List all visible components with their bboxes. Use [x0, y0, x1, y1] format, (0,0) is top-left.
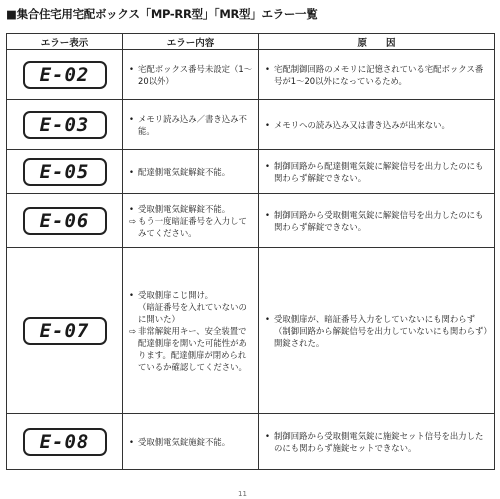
error-content-cell — [123, 194, 259, 248]
error-code-cell — [7, 248, 123, 414]
line-text: メモリ読み込み／書き込み不能。 — [138, 113, 247, 136]
content-line — [129, 203, 254, 215]
bullet-marker: • — [265, 63, 270, 74]
content-line — [129, 436, 254, 448]
content-line — [129, 301, 254, 325]
content-line — [129, 289, 254, 301]
error-table — [6, 33, 495, 470]
bullet-marker: • — [265, 313, 270, 324]
error-code-cell — [7, 150, 123, 194]
table-header-row — [7, 34, 495, 50]
cause-line — [265, 209, 490, 233]
table-row — [7, 414, 495, 470]
cause-line — [265, 430, 490, 454]
error-content-cell — [123, 150, 259, 194]
table-row — [7, 100, 495, 150]
error-content-cell — [123, 50, 259, 100]
error-code-cell — [7, 414, 123, 470]
bullet-marker: • — [129, 166, 134, 177]
line-text: 非常解錠用キー、安全装置で配達側扉を開いた可能性があります。配達側扉が閉められているか確認してください。 — [138, 325, 247, 372]
cause-cell — [259, 150, 495, 194]
line-text: もう一度暗証番号を入力してみてください。 — [138, 215, 247, 238]
error-code-display: E-05 — [23, 158, 107, 186]
header-error-content: エラー内容 — [123, 34, 259, 50]
error-code-cell — [7, 194, 123, 248]
page-title: ■集合住宅用宅配ボックス「MP-RR型」「MR型」エラー一覧 — [6, 7, 318, 21]
bullet-marker: ⇨ — [129, 215, 137, 226]
line-text: 制御回路から受取側電気錠に施錠セット信号を出力したのにも関わらず施錠セットできない。 — [274, 430, 484, 453]
cause-cell — [259, 414, 495, 470]
table-row — [7, 50, 495, 100]
table-row — [7, 150, 495, 194]
bullet-marker: • — [265, 119, 270, 130]
error-code-display: E-06 — [23, 207, 107, 235]
table-row — [7, 248, 495, 414]
bullet-marker: • — [265, 209, 270, 220]
error-code-cell — [7, 100, 123, 150]
header-cause: 原 因 — [259, 34, 495, 50]
bullet-marker: ⇨ — [129, 325, 137, 336]
line-text: 受取側扉が、暗証番号入力をしていないにも関わらず（制御回路から解錠信号を出力していないにも関わらず）開錠された。 — [274, 313, 488, 348]
line-text: 受取側電気錠施錠不能。 — [138, 436, 231, 447]
cause-line — [265, 63, 490, 87]
bullet-marker: • — [265, 430, 270, 441]
header-error-display: エラー表示 — [7, 34, 123, 50]
line-text: 制御回路から配達側電気錠に解錠信号を出力したのにも関わらず解錠できない。 — [274, 160, 484, 183]
error-content-cell — [123, 248, 259, 414]
cause-line — [265, 119, 490, 131]
bullet-marker: • — [129, 203, 134, 214]
error-content-cell — [123, 100, 259, 150]
line-text: メモリへの読み込み又は書き込みが出来ない。 — [274, 119, 450, 130]
cause-line — [265, 160, 490, 184]
cause-cell — [259, 50, 495, 100]
content-line — [129, 113, 254, 137]
table-row — [7, 194, 495, 248]
bullet-marker: • — [129, 113, 134, 124]
cause-line — [265, 313, 490, 349]
line-text: 受取側扉こじ開け。 — [138, 289, 214, 300]
content-line — [129, 63, 254, 87]
bullet-marker: • — [129, 289, 134, 300]
content-line — [129, 166, 254, 178]
cause-cell — [259, 100, 495, 150]
bullet-marker — [129, 301, 138, 325]
error-code-display: E-07 — [23, 317, 107, 345]
content-line — [129, 325, 254, 373]
line-text: 宅配制御回路のメモリに記憶されている宅配ボックス番号が1〜20以外になっているため。 — [274, 63, 484, 86]
line-text: 宅配ボックス番号未設定（1〜20以外） — [138, 63, 253, 86]
cause-cell — [259, 194, 495, 248]
error-code-cell — [7, 50, 123, 100]
line-text: 配達側電気錠解錠不能。 — [138, 166, 231, 177]
cause-cell — [259, 248, 495, 414]
page-number: 11 — [238, 490, 247, 498]
line-text: （暗証番号を入れていないのに開いた） — [138, 301, 247, 324]
error-code-display: E-08 — [23, 428, 107, 456]
error-code-display: E-02 — [23, 61, 107, 89]
error-code-display: E-03 — [23, 111, 107, 139]
bullet-marker: • — [265, 160, 270, 171]
content-line — [129, 215, 254, 239]
error-content-cell — [123, 414, 259, 470]
line-text: 制御回路から受取側電気錠に解錠信号を出力したのにも関わらず解錠できない。 — [274, 209, 484, 232]
bullet-marker: • — [129, 436, 134, 447]
line-text: 受取側電気錠解錠不能。 — [138, 203, 231, 214]
bullet-marker: • — [129, 63, 134, 74]
